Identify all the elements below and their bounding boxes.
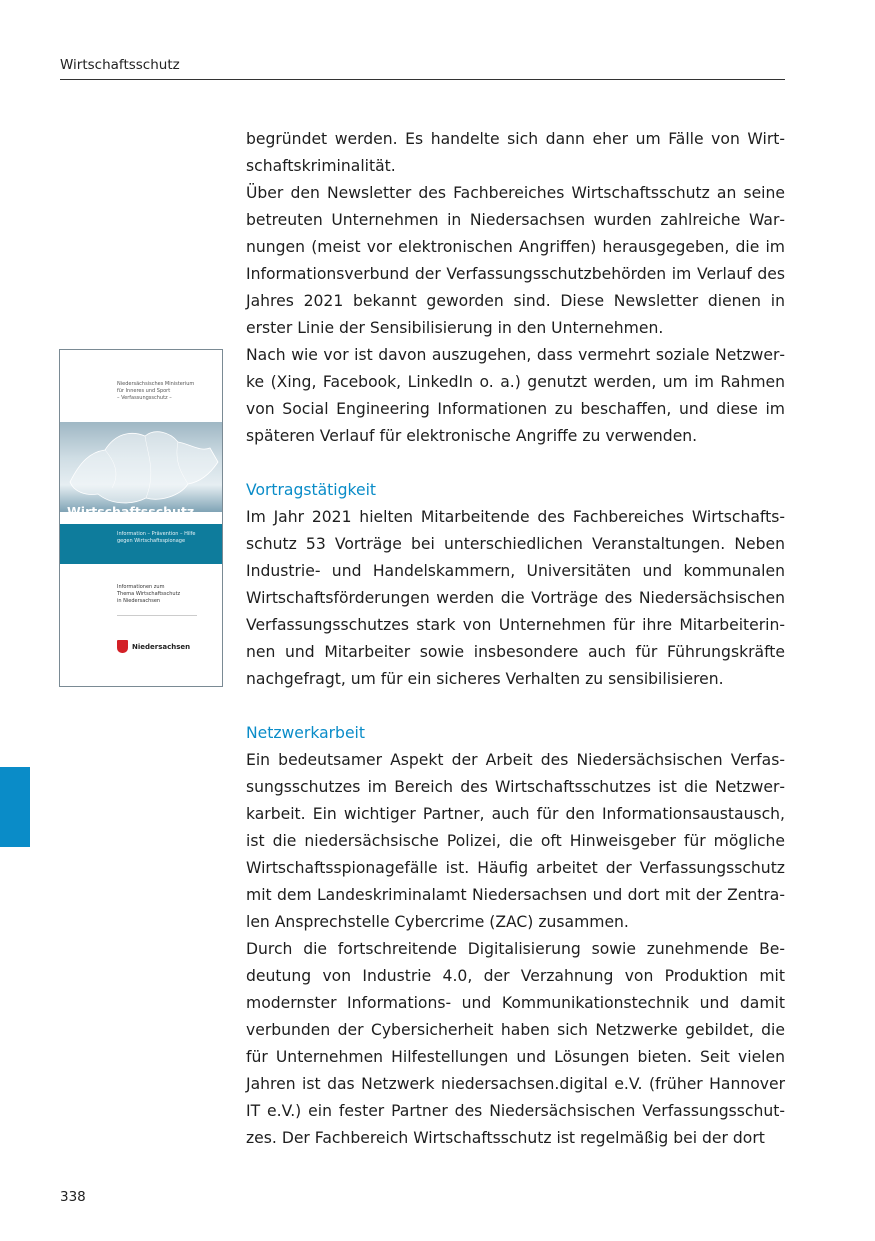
header-rule — [60, 79, 785, 80]
paragraph: Im Jahr 2021 hielten Mitarbeitende des Fachbereiches Wirtschaftsschutz 53 Vorträge bei unterschiedlichen Veranstaltungen. Neben Industrie- und Handelskammern, Universitäten und kommunalen Wirtschaftsförderungen werden die Vorträge des Niedersächsischen Verfassungsschutzes stark von Unternehmen für ihre Mitarbeiterinnen und Mitarbeiter sowie insbesondere auch für Führungskräfte nachgefragt, um für ein sicheres Verhalten zu sensibilisieren. — [246, 508, 785, 688]
map-outline-icon — [60, 422, 222, 512]
running-title: Wirtschaftsschutz — [60, 57, 180, 73]
cover-info: Informationen zum Thema Wirtschaftsschutz in Niedersachsen — [117, 584, 181, 604]
crest-icon — [117, 640, 128, 653]
main-text-column — [246, 126, 785, 1152]
paragraph: Über den Newsletter des Fachbereiches Wirtschaftsschutz an seine betreuten Unternehmen in Niedersachsen wurden zahlreiche Warnungen (meist vor elektronischen Angriffen) herausgegeben, die im Informationsverbund der Verfassungsschutzbehörden im Verlauf des Jahres 2021 bekannt geworden sind. Diese Newsletter dienen in erster Linie der Sensibilisierung in den Unternehmen. — [246, 184, 785, 337]
paragraph: Ein bedeutsamer Aspekt der Arbeit des Niedersächsischen Verfassungsschutzes im Bereich des Wirtschaftsschutzes ist die Netzwerkarbeit. Ein wichtiger Partner, auch für den Informationsaustausch, ist die niedersächsische Polizei, die oft Hinweisgeber für mögliche Wirtschaftsspionagefälle ist. Häufig arbeitet der Verfassungsschutz mit dem Landeskriminalamt Niedersachsen und dort mit der Zentralen Ansprechstelle Cybercrime (ZAC) zusammen. — [246, 751, 785, 931]
paragraph: Nach wie vor ist davon auszugehen, dass vermehrt soziale Netzwerke (Xing, Facebook, LinkedIn o. a.) genutzt werden, um im Rahmen von Social Engineering Informationen zu beschaffen, und diese im späteren Verlauf für elektronische Angriffe zu verwenden. — [246, 346, 785, 445]
cover-ministry: Niedersächsisches Ministerium für Inneres und Sport – Verfassungsschutz – — [117, 381, 195, 401]
cover-map-graphic — [60, 422, 222, 512]
chapter-tab — [0, 767, 30, 847]
page-number: 338 — [60, 1189, 86, 1205]
section-heading-netzwerkarbeit: Netzwerkarbeit — [246, 724, 365, 742]
cover-title: Wirtschaftsschutz — [67, 504, 195, 519]
cover-subtitle: Information – Prävention – Hilfe gegen Wirtschaftsspionage — [117, 531, 196, 544]
logo-text: Niedersachsen — [132, 642, 191, 651]
cover-divider — [117, 615, 197, 616]
cover-band — [60, 524, 222, 564]
paragraph: begründet werden. Es handelte sich dann eher um Fälle von Wirtschaftskriminalität. — [246, 130, 785, 175]
section-heading-vortragstaetigkeit: Vortragstätigkeit — [246, 481, 377, 499]
niedersachsen-logo — [117, 640, 190, 653]
brochure-cover-image — [59, 349, 223, 687]
paragraph: Durch die fortschreitende Digitalisierung sowie zunehmende Bedeutung von Industrie 4.0, der Verzahnung von Produktion mit modernster Informations- und Kommunikationstechnik und damit verbunden der Cybersicherheit haben sich Netzwerke gebildet, die für Unternehmen Hilfestellungen und Lösungen bieten. Seit vielen Jahren ist das Netzwerk niedersachsen.digital e.V. (früher Hannover IT e.V.) ein fester Partner des Niedersächsischen Verfassungsschutzes. Der Fachbereich Wirtschaftsschutz ist regelmäßig bei der dort — [246, 940, 785, 1147]
